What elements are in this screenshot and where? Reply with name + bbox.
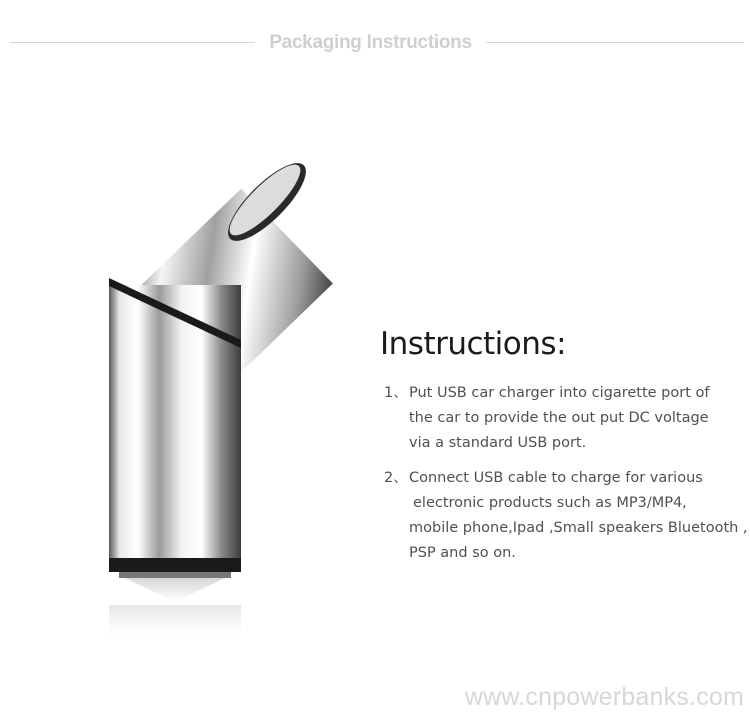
instruction-step xyxy=(384,466,748,566)
car-charger-illustration xyxy=(95,150,335,650)
product-image xyxy=(95,150,335,650)
step-line: mobile phone,Ipad ,Small speakers Bluetooth , xyxy=(409,520,748,536)
header-divider-left xyxy=(10,42,255,43)
step-line: 2、Connect USB cable to charge for various xyxy=(384,466,748,491)
step-line: via a standard USB port. xyxy=(409,435,587,451)
step-line: 1、Put USB car charger into cigarette port of xyxy=(384,381,709,406)
step-line: electronic products such as MP3/MP4, xyxy=(413,495,687,511)
step-number: 2、 xyxy=(384,470,408,486)
instruction-step xyxy=(384,381,709,456)
step-line: PSP and so on. xyxy=(409,545,516,561)
page-title: Packaging Instructions xyxy=(269,32,472,53)
step-number: 1、 xyxy=(384,385,408,401)
watermark: www.cnpowerbanks.com xyxy=(464,683,744,711)
header-divider-right xyxy=(486,42,744,43)
instructions-heading: Instructions: xyxy=(380,326,567,362)
step-line: the car to provide the out put DC voltage xyxy=(409,410,709,426)
